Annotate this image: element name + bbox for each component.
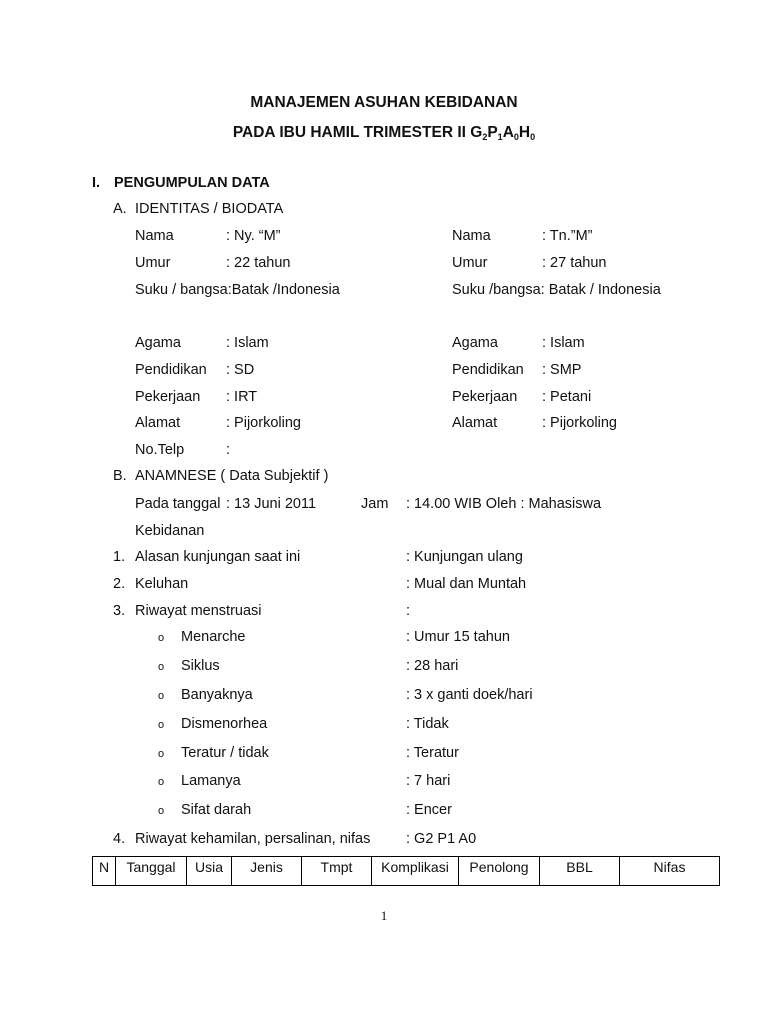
item-label: Alasan kunjungan saat ini: [135, 549, 301, 565]
item-label: Riwayat menstruasi: [135, 603, 262, 619]
husband-name-label: Nama: [452, 228, 491, 244]
list-item-label: Menarche: [181, 629, 246, 645]
wife-occupation-value: : IRT: [226, 389, 258, 405]
item-label: Keluhan: [135, 576, 189, 592]
list-item-label: Dismenorhea: [181, 716, 268, 732]
wife-address-label: Alamat: [135, 415, 181, 431]
abortus-sub: 0: [513, 132, 519, 142]
date-label: Pada tanggal: [135, 496, 221, 512]
husband-occupation-label: Pekerjaan: [452, 389, 518, 405]
pregnancy-history-table: [92, 856, 720, 886]
wife-phone-value: :: [226, 442, 231, 458]
list-item-label: Banyaknya: [181, 687, 253, 703]
list-item-value: : 3 x ganti doek/hari: [406, 687, 533, 703]
wife-education-label: Pendidikan: [135, 362, 207, 378]
item-value: : G2 P1 A0: [406, 831, 477, 847]
husband-education-value: : SMP: [542, 362, 582, 378]
wife-age-label: Umur: [135, 255, 171, 271]
subtitle-h: H: [518, 124, 531, 141]
item-number: 2.: [113, 576, 126, 592]
examiner-continuation: Kebidanan: [135, 523, 205, 539]
document-title: MANAJEMEN ASUHAN KEBIDANAN: [250, 94, 518, 111]
wife-name-value: : Ny. “M”: [226, 228, 281, 244]
table-header-cell: N: [93, 857, 116, 886]
subtitle-a: A: [502, 124, 514, 141]
wife-ethnicity: Suku / bangsa:Batak /Indonesia: [135, 282, 340, 298]
document-subtitle: [0, 124, 768, 142]
husband-address-label: Alamat: [452, 415, 498, 431]
list-item-value: : Encer: [406, 802, 452, 818]
table-header-cell: Nifas: [620, 857, 720, 886]
bullet-icon: o: [158, 661, 165, 673]
table-header-cell: BBL: [540, 857, 620, 886]
section-heading: PENGUMPULAN DATA: [114, 175, 270, 191]
wife-religion-value: : Islam: [226, 335, 269, 351]
list-item-label: Siklus: [181, 658, 220, 674]
bullet-icon: o: [158, 719, 165, 731]
list-item-label: Sifat darah: [181, 802, 252, 818]
time-label: Jam: [361, 496, 389, 512]
table-header-cell: Usia: [187, 857, 232, 886]
wife-phone-label: No.Telp: [135, 442, 185, 458]
wife-name-label: Nama: [135, 228, 174, 244]
husband-religion-value: : Islam: [542, 335, 585, 351]
item-value: : Mual dan Muntah: [406, 576, 527, 592]
table-header-cell: Penolong: [459, 857, 540, 886]
list-item-value: : Tidak: [406, 716, 449, 732]
table-header-cell: Komplikasi: [372, 857, 459, 886]
wife-address-value: : Pijorkoling: [226, 415, 301, 431]
table-header-row: [93, 857, 720, 886]
husband-occupation-value: : Petani: [542, 389, 592, 405]
subtitle-text: PADA IBU HAMIL TRIMESTER II G: [232, 124, 483, 141]
time-value: : 14.00 WIB Oleh : Mahasiswa: [406, 496, 602, 512]
list-item-value: : 7 hari: [406, 773, 451, 789]
section-number: I.: [92, 175, 101, 191]
husband-education-label: Pendidikan: [452, 362, 524, 378]
gravida-sub: 2: [482, 132, 488, 142]
husband-age-label: Umur: [452, 255, 488, 271]
subsection-number: A.: [113, 201, 127, 217]
bullet-icon: o: [158, 776, 165, 788]
husband-address-value: : Pijorkoling: [542, 415, 617, 431]
husband-ethnicity: Suku /bangsa: Batak / Indonesia: [452, 282, 661, 298]
page-number: 1: [380, 908, 388, 923]
date-value: : 13 Juni 2011: [226, 496, 317, 512]
item-label: Riwayat kehamilan, persalinan, nifas: [135, 831, 371, 847]
item-number: 3.: [113, 603, 126, 619]
list-item-value: : Umur 15 tahun: [406, 629, 510, 645]
bullet-icon: o: [158, 690, 165, 702]
item-value: :: [406, 603, 411, 619]
husband-age-value: : 27 tahun: [542, 255, 607, 271]
item-value: : Kunjungan ulang: [406, 549, 523, 565]
table-header-cell: Jenis: [232, 857, 302, 886]
wife-education-value: : SD: [226, 362, 255, 378]
wife-religion-label: Agama: [135, 335, 181, 351]
husband-religion-label: Agama: [452, 335, 498, 351]
subtitle-p: P: [487, 124, 498, 141]
item-number: 4.: [113, 831, 126, 847]
wife-occupation-label: Pekerjaan: [135, 389, 201, 405]
subsection-number: B.: [113, 468, 127, 484]
list-item-label: Lamanya: [181, 773, 241, 789]
husband-name-value: : Tn.”M”: [542, 228, 593, 244]
subsection-heading: ANAMNESE ( Data Subjektif ): [135, 468, 329, 484]
bullet-icon: o: [158, 748, 165, 760]
para-sub: 1: [497, 132, 503, 142]
table-header-cell: Tmpt: [302, 857, 372, 886]
list-item-value: : Teratur: [406, 745, 459, 761]
list-item-label: Teratur / tidak: [181, 745, 269, 761]
table-header-cell: Tanggal: [116, 857, 187, 886]
item-number: 1.: [113, 549, 126, 565]
bullet-icon: o: [158, 632, 165, 644]
hidup-sub: 0: [530, 132, 536, 142]
wife-age-value: : 22 tahun: [226, 255, 291, 271]
list-item-value: : 28 hari: [406, 658, 459, 674]
subsection-heading: IDENTITAS / BIODATA: [135, 201, 284, 217]
bullet-icon: o: [158, 805, 165, 817]
